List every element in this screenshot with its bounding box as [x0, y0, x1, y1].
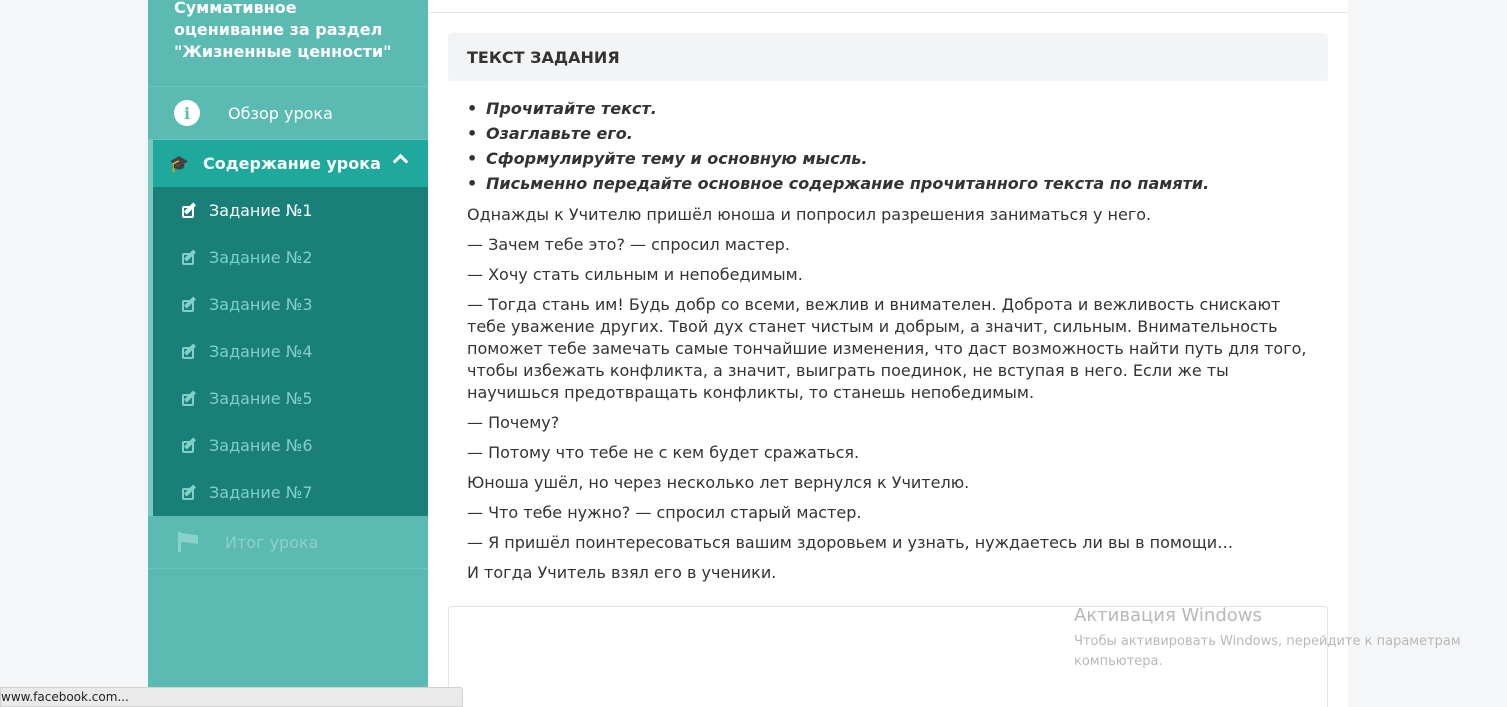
graduation-cap-icon: 🎓 [169, 153, 189, 173]
main-content [428, 0, 1348, 707]
flag-icon [176, 530, 200, 554]
task-item-5[interactable] [153, 375, 428, 422]
instruction-list [467, 96, 1317, 196]
text-paragraph: И тогда Учитель взял его в ученики. [467, 563, 777, 582]
task-item-1[interactable] [153, 187, 428, 234]
edit-icon [182, 438, 198, 454]
task-item-label: Задание №5 [209, 389, 313, 408]
nav-lesson-content-label: Содержание урока [203, 154, 381, 173]
divider [428, 12, 1348, 13]
task-item-6[interactable] [153, 422, 428, 469]
text-paragraph: — Зачем тебе это? — спросил мастер. [467, 235, 790, 254]
text-paragraph: — Потому что тебе не с кем будет сражаться. [467, 443, 860, 462]
task-item-2[interactable] [153, 234, 428, 281]
nav-lesson-summary[interactable] [148, 516, 428, 569]
edit-icon [182, 344, 198, 360]
text-paragraph: — Тогда стань им! Будь добр со всеми, вежлив и внимателен. Доброта и вежливость снискают тебе уважение других. Твой дух станет чистым и добрым, а значит, сильным. Внимательность поможет тебе замечать самые тончайшие изменения, что даст возможность найти путь для того, чтобы избежать конфликта, а значит, выиграть поединок, не вступая в него. Если же ты научишься предотвращать конфликты, то станешь непобедимым. [467, 295, 1307, 402]
edit-icon [182, 485, 198, 501]
text-paragraph: — Что тебе нужно? — спросил старый мастер. [467, 503, 862, 522]
task-item-label: Задание №3 [209, 295, 313, 314]
watermark-subtitle-line: Чтобы активировать Windows, перейдите к параметрам [1074, 634, 1461, 649]
edit-icon [182, 203, 198, 219]
task-item-label: Задание №6 [209, 436, 313, 455]
task-item-3[interactable] [153, 281, 428, 328]
windows-activation-watermark [1074, 604, 1461, 672]
task-item-label: Задание №4 [209, 342, 313, 361]
chevron-up-icon[interactable] [393, 154, 409, 170]
task-item-label: Задание №7 [209, 483, 313, 502]
nav-lesson-summary-label: Итог урока [225, 532, 319, 552]
sidebar [148, 0, 428, 707]
instruction-item: • Озаглавьте его. [467, 121, 1317, 146]
task-text-header: ТЕКСТ ЗАДАНИЯ [448, 33, 1328, 81]
info-icon: i [174, 100, 200, 126]
text-paragraph: Юноша ушёл, но через несколько лет вернулся к Учителю. [467, 473, 970, 492]
watermark-subtitle [1074, 632, 1461, 672]
instruction-item: • Прочитайте текст. [467, 96, 1317, 121]
instruction-item: • Сформулируйте тему и основную мысль. [467, 146, 1317, 171]
task-list [148, 187, 428, 516]
task-text [467, 96, 1317, 584]
nav-lesson-content[interactable] [148, 140, 428, 187]
task-item-label: Задание №1 [209, 201, 313, 220]
edit-icon [182, 250, 198, 266]
edit-icon [182, 391, 198, 407]
nav-lesson-overview-label: Обзор урока [228, 103, 333, 123]
watermark-title: Активация Windows [1074, 605, 1262, 626]
browser-status-bar: www.facebook.com... [0, 687, 463, 707]
text-paragraph: — Я пришёл поинтересоваться вашим здоровьем и узнать, нуждаетесь ли вы в помощи… [467, 533, 1234, 552]
course-section-title: Суммативное оценивание за раздел "Жизненные ценности" [148, 0, 428, 87]
instruction-item: • Письменно передайте основное содержание прочитанного текста по памяти. [467, 171, 1317, 196]
nav-lesson-overview[interactable] [148, 87, 428, 140]
task-item-label: Задание №2 [209, 248, 313, 267]
watermark-subtitle-line: компьютера. [1074, 654, 1163, 669]
edit-icon [182, 297, 198, 313]
text-paragraph: — Хочу стать сильным и непобедимым. [467, 265, 803, 284]
task-item-4[interactable] [153, 328, 428, 375]
text-paragraph: — Почему? [467, 413, 560, 432]
task-item-7[interactable] [153, 469, 428, 516]
text-paragraph: Однажды к Учителю пришёл юноша и попросил разрешения заниматься у него. [467, 205, 1152, 224]
